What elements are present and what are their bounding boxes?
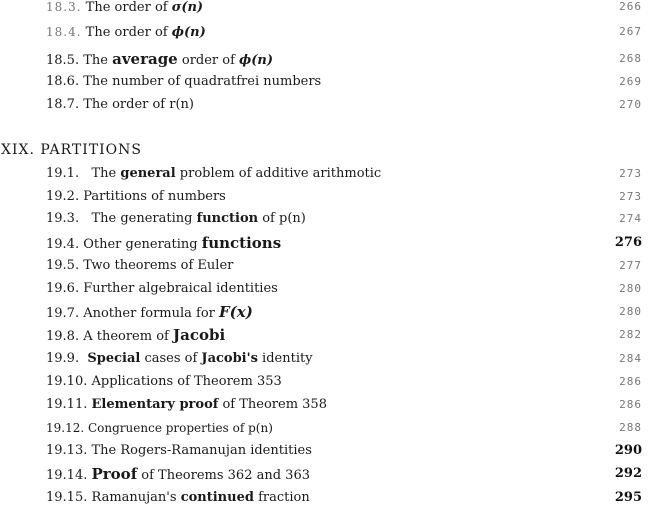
toc-entry-18-4 — [0, 21, 651, 43]
toc-entry-19-11 — [0, 394, 651, 416]
toc-entry-19-4 — [0, 232, 651, 254]
entry-text: of Theorems 362 and 363 — [137, 468, 310, 483]
section-number: 19.15. — [46, 490, 88, 505]
toc-entry-19-12 — [0, 417, 651, 439]
page-number: 280 — [619, 282, 642, 295]
emphasis-text: function — [196, 211, 259, 226]
toc-entry-19-2 — [0, 186, 651, 208]
page-number: 286 — [619, 398, 642, 411]
math-expression: ϕ(n) — [171, 25, 206, 40]
emphasis-text: Jacobi — [173, 326, 226, 344]
page-number: 266 — [619, 0, 642, 13]
section-number: 19.8. — [46, 329, 80, 344]
entry-text: 19.12. Congruence properties of p(n) — [46, 421, 273, 435]
toc-entry-19-1 — [0, 163, 651, 185]
entry-text: 19.13. The Rogers-Ramanujan identities — [46, 443, 312, 458]
page-number: 277 — [619, 259, 642, 272]
toc-entry-19-9 — [0, 348, 651, 370]
page-number: 276 — [614, 235, 642, 250]
toc-entry-19-5 — [0, 255, 651, 277]
entry-text: 18.7. The order of r(n) — [46, 97, 194, 112]
section-number: 19.1. — [46, 166, 80, 181]
toc-entry-18-7 — [0, 94, 651, 116]
toc-entry-18-3 — [0, 0, 651, 18]
section-number: 18.5. — [46, 53, 80, 68]
entry-text: 18.6. The number of quadratfrei numbers — [46, 74, 322, 89]
entry-text: fraction — [253, 490, 310, 505]
page-number: 292 — [614, 466, 642, 481]
entry-text: Other generating — [79, 237, 202, 252]
section-number: 19.3. — [46, 211, 80, 226]
page-number: 269 — [619, 75, 642, 88]
entry-text: order of — [177, 53, 240, 68]
entry-text: problem of additive arithmotic — [175, 166, 382, 181]
emphasis-text: average — [112, 50, 178, 68]
emphasis-text: functions — [201, 234, 282, 252]
entry-text: Ramanujan's — [87, 490, 181, 505]
page-number: 290 — [614, 443, 642, 458]
toc-entry-19-10 — [0, 371, 651, 393]
toc-entry-18-6 — [0, 71, 651, 93]
entry-text: The order of — [81, 25, 172, 40]
page-number: 288 — [619, 421, 642, 434]
entry-text: The order of — [81, 0, 172, 15]
page-number: 280 — [619, 305, 642, 318]
toc-entry-19-8 — [0, 324, 651, 346]
section-number: 18.4. — [46, 25, 82, 39]
entry-text: 19.5. Two theorems of Euler — [46, 258, 234, 273]
toc-entry-19-15 — [0, 487, 651, 509]
toc-entry-19-7 — [0, 301, 651, 323]
toc-entry-19-6 — [0, 278, 651, 300]
entry-text: The — [79, 166, 121, 181]
entry-text: of p(n) — [258, 211, 306, 226]
entry-text: The generating — [79, 211, 197, 226]
emphasis-text: Jacobi's — [201, 351, 258, 366]
toc-entry-19-13 — [0, 440, 651, 462]
section-number: 19.4. — [46, 237, 80, 252]
page-number: 270 — [619, 98, 642, 111]
entry-text: 19.10. Applications of Theorem 353 — [46, 374, 282, 389]
section-number: 18.3. — [46, 0, 82, 14]
math-expression: F(x) — [219, 303, 253, 321]
math-expression: ϕ(n) — [239, 53, 274, 68]
emphasis-text: Elementary proof — [91, 397, 219, 412]
entry-text: identity — [257, 351, 313, 366]
entry-text: cases of — [140, 351, 202, 366]
chapter-heading: XIX. PARTITIONS — [1, 142, 142, 158]
emphasis-text: general — [120, 166, 176, 181]
page-number: 267 — [619, 25, 642, 38]
math-expression: σ(n) — [171, 0, 204, 15]
section-number: 19.14. — [46, 468, 88, 483]
page-number: 273 — [619, 190, 642, 203]
entry-text: The — [79, 53, 113, 68]
page-number: 268 — [619, 52, 642, 65]
entry-text: 19.6. Further algebraical identities — [46, 281, 278, 296]
entry-text: A theorem of — [79, 329, 173, 344]
emphasis-text: Proof — [91, 465, 138, 483]
page-number: 273 — [619, 167, 642, 180]
page-number: 274 — [619, 212, 642, 225]
page-number: 282 — [619, 328, 642, 341]
page-number: 286 — [619, 375, 642, 388]
toc-entry-19-14 — [0, 463, 651, 485]
emphasis-text: continued — [180, 490, 254, 505]
toc-entry-19-3 — [0, 208, 651, 230]
section-number: 19.9. — [46, 351, 80, 366]
toc-entry-18-5 — [0, 48, 651, 70]
page-number: 284 — [619, 352, 642, 365]
section-number: 19.7. — [46, 306, 80, 321]
section-number: 19.11. — [46, 397, 88, 412]
entry-text: 19.2. Partitions of numbers — [46, 189, 226, 204]
entry-text: Another formula for — [79, 306, 220, 321]
emphasis-text: Special — [87, 351, 141, 366]
page-number: 295 — [614, 490, 642, 505]
entry-text: of Theorem 358 — [218, 397, 327, 412]
